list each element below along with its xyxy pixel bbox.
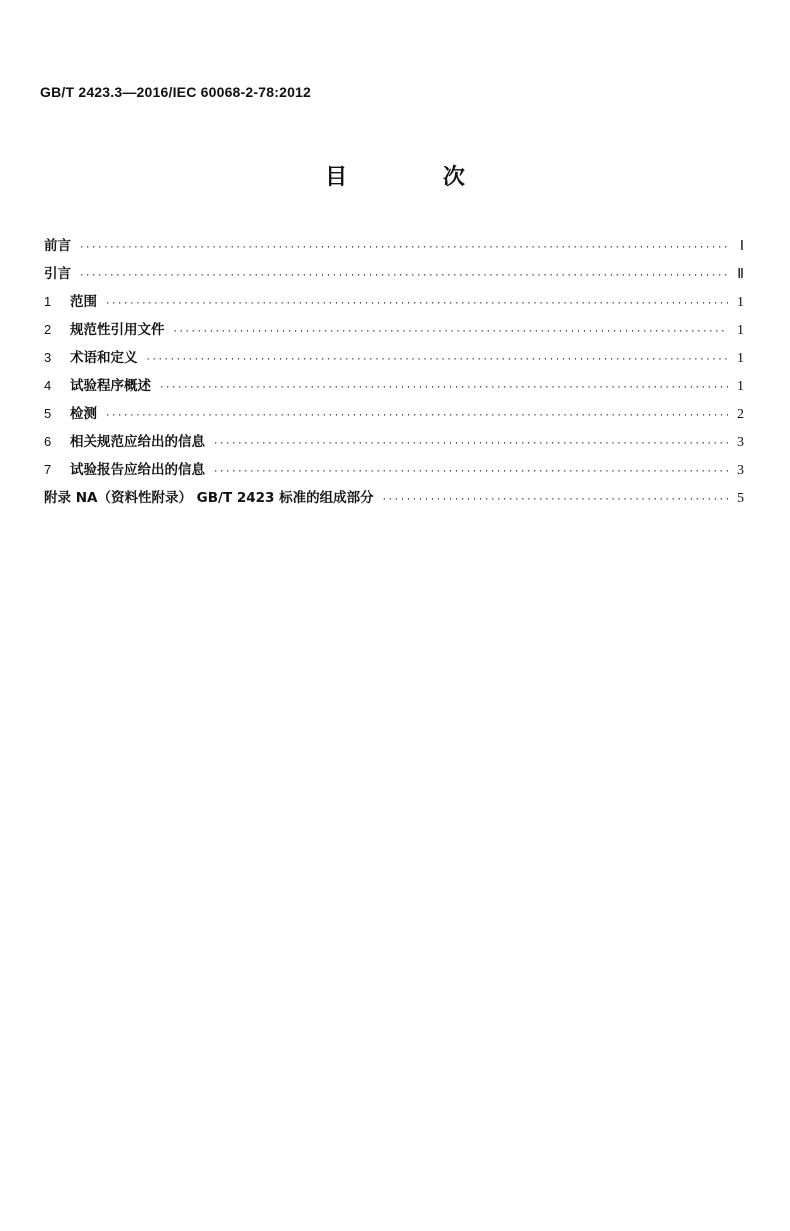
toc-entry-number: 7 [44,462,52,477]
toc-entry-page: 2 [737,407,744,422]
toc-entry-page: 1 [737,351,744,366]
toc-entry-page: Ⅱ [737,267,744,282]
dot-leader [173,318,729,346]
toc-entry-label: 前言 [44,238,71,254]
toc-entry-label: 相关规范应给出的信息 [70,434,205,450]
dot-leader [213,430,728,458]
toc-entry-foreword[interactable] [44,232,744,260]
toc-entry-number: 1 [44,294,52,309]
toc-entry-page: 3 [737,435,744,450]
toc-entry-test-procedure[interactable] [44,372,744,400]
toc-entry-label: 检测 [70,406,97,422]
dot-leader [159,374,728,402]
toc-entry-label: 术语和定义 [70,350,138,366]
toc-entry-number: 2 [44,322,52,337]
page-title: 目 次 [325,165,509,190]
toc-entry-label: 试验报告应给出的信息 [70,462,205,478]
toc-entry-annex-na[interactable] [44,484,744,512]
toc-entry-page: 1 [737,295,744,310]
toc-entry-inspection[interactable] [44,400,744,428]
dot-leader [105,402,728,430]
toc-entry-number: 5 [44,406,52,421]
toc-entry-scope[interactable] [44,288,744,316]
toc-entry-label: 规范性引用文件 [70,322,165,338]
toc-entry-terms-definitions[interactable] [44,344,744,372]
toc-entry-page: 3 [737,463,744,478]
toc-entry-page: Ⅰ [739,239,744,254]
table-of-contents [44,232,744,512]
toc-entry-specification-info[interactable] [44,428,744,456]
toc-entry-introduction[interactable] [44,260,744,288]
dot-leader [105,290,728,318]
dot-leader [146,346,729,374]
dot-leader [382,486,728,514]
toc-entry-number: 4 [44,378,52,393]
toc-entry-page: 5 [737,491,744,506]
toc-entry-page: 1 [737,323,744,338]
standard-code: GB/T 2423.3—2016/IEC 60068-2-78:2012 [40,84,312,100]
toc-entry-number: 6 [44,434,52,449]
toc-entry-label: 范围 [70,294,97,310]
toc-entry-label: 引言 [44,266,71,282]
toc-entry-normative-references[interactable] [44,316,744,344]
toc-entry-label: 附录 NA（资料性附录） GB/T 2423 标准的组成部分 [44,490,374,506]
dot-leader [213,458,728,486]
toc-entry-test-report-info[interactable] [44,456,744,484]
toc-entry-page: 1 [737,379,744,394]
toc-entry-number: 3 [44,350,52,365]
dot-leader [79,234,728,262]
toc-entry-label: 试验程序概述 [70,378,151,394]
dot-leader [79,262,728,290]
